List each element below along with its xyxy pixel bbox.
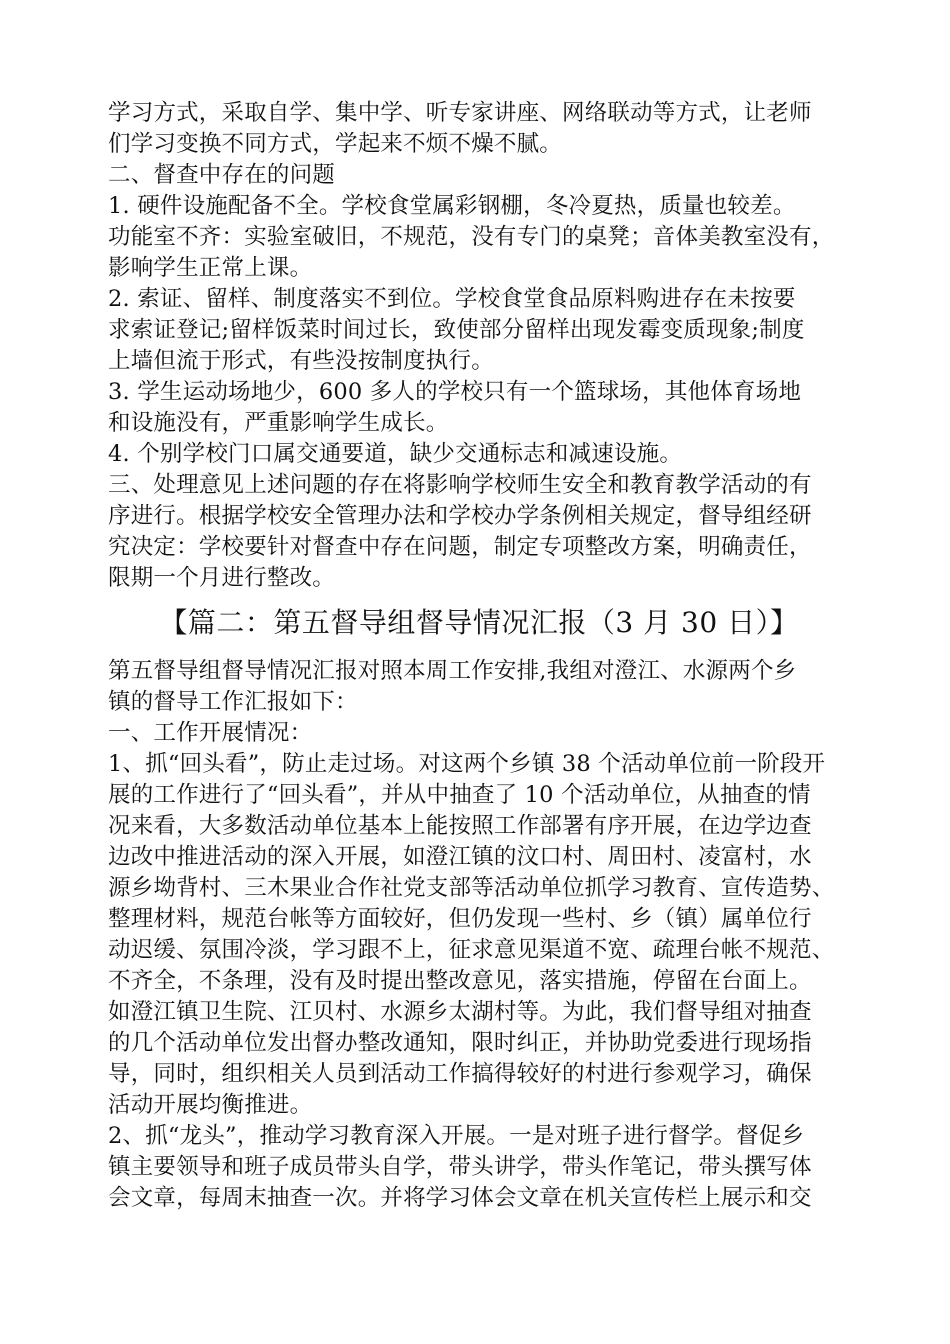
text-line: 三、处理意见上述问题的存在将影响学校师生安全和教育教学活动的有 (108, 472, 812, 498)
text-line: 如澄江镇卫生院、江贝村、水源乡太湖村等。为此，我们督导组对抽查 (108, 999, 812, 1025)
text-line: 况来看，大多数活动单位基本上能按照工作部署有序开展，在边学边查 (108, 813, 812, 839)
text-line: 究决定：学校要针对督查中存在问题，制定专项整改方案，明确责任， (108, 534, 812, 560)
text-line: 和设施没有，严重影响学生成长。 (108, 410, 449, 436)
document-page (108, 98, 850, 1214)
text-line: 们学习变换不同方式，学起来不烦不燥不腻。 (108, 131, 563, 157)
text-line: 整理材料，规范台帐等方面较好，但仍发现一些村、乡（镇）属单位行 (108, 906, 812, 932)
text-line: 4. 个别学校门口属交通要道，缺少交通标志和减速设施。 (108, 441, 683, 467)
text-line: 限期一个月进行整改。 (108, 565, 336, 591)
text-line: 3. 学生运动场地少，600 多人的学校只有一个篮球场，其他体育场地 (108, 379, 802, 405)
text-line: 1、抓“回头看”，防止走过场。对这两个乡镇 38 个活动单位前一阶段开 (108, 751, 826, 777)
text-line: 导，同时，组织相关人员到活动工作搞得较好的村进行参观学习，确保 (108, 1061, 812, 1087)
text-line: 不齐全，不条理，没有及时提出整改意见，落实措施，停留在台面上。 (108, 968, 812, 994)
text-line: 1. 硬件设施配备不全。学校食堂属彩钢棚，冬冷夏热，质量也较差。 (108, 193, 796, 219)
text-line: 二、督查中存在的问题 (108, 162, 336, 188)
text-line: 镇主要领导和班子成员带头自学，带头讲学，带头作笔记，带头撰写体 (108, 1154, 812, 1180)
text-line: 源乡坳背村、三木果业合作社党支部等活动单位抓学习教育、宣传造势、 (108, 875, 835, 901)
text-line: 上墙但流于形式，有些没按制度执行。 (108, 348, 494, 374)
text-line: 序进行。根据学校安全管理办法和学校办学条例相关规定，督导组经研 (108, 503, 812, 529)
text-line: 的几个活动单位发出督办整改通知，限时纠正，并协助党委进行现场指 (108, 1030, 812, 1056)
text-line: 功能室不齐：实验室破旧，不规范，没有专门的桌凳；音体美教室没有， (108, 224, 835, 250)
text-line: 2. 索证、留样、制度落实不到位。学校食堂食品原料购进存在未按要 (108, 286, 796, 312)
text-line: 第五督导组督导情况汇报对照本周工作安排,我组对澄江、水源两个乡 (108, 658, 797, 684)
text-line: 一、工作开展情况： (108, 720, 313, 746)
text-line: 会文章，每周末抽查一次。并将学习体会文章在机关宣传栏上展示和交 (108, 1185, 812, 1211)
text-line: 影响学生正常上课。 (108, 255, 313, 281)
section-one (108, 98, 850, 594)
text-line: 学习方式，采取自学、集中学、听专家讲座、网络联动等方式，让老师 (108, 100, 812, 126)
text-line: 求索证登记;留样饭菜时间过长，致使部分留样出现发霉变质现象;制度 (108, 317, 805, 343)
section-two (108, 656, 850, 1214)
text-line: 动迟缓、氛围冷淡，学习跟不上，征求意见渠道不宽、疏理台帐不规范、 (108, 937, 835, 963)
text-line: 边改中推进活动的深入开展，如澄江镇的汶口村、周田村、凌富村，水 (108, 844, 812, 870)
text-line: 展的工作进行了“回头看”，并从中抽查了 10 个活动单位，从抽查的情 (108, 782, 811, 808)
text-line: 2、抓“龙头”，推动学习教育深入开展。一是对班子进行督学。督促乡 (108, 1123, 805, 1149)
section-heading: 【篇二：第五督导组督导情况汇报（3 月 30 日）】 (159, 606, 799, 639)
text-line: 镇的督导工作汇报如下： (108, 689, 358, 715)
text-line: 活动开展均衡推进。 (108, 1092, 313, 1118)
